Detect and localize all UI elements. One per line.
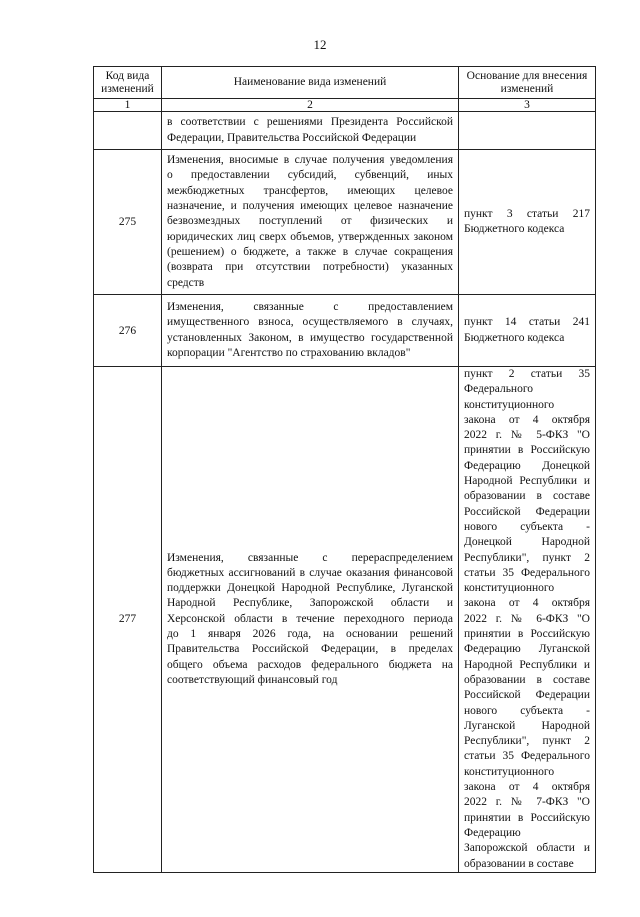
text-line: поддержки Донецкой Народной Республике, Луганской bbox=[167, 582, 453, 595]
text-line: конституционного bbox=[464, 765, 555, 778]
text-line: нового субъекта - bbox=[464, 704, 590, 717]
text-line: юридических лиц сверх объемов, утвержденных законом bbox=[167, 230, 453, 243]
table-row bbox=[94, 367, 596, 873]
text-line: Республики", пункт 2 bbox=[464, 735, 590, 748]
text-line: Донецкой Народной bbox=[464, 536, 590, 549]
text-line: Федерального bbox=[464, 383, 534, 396]
text-line: принятии в Российскую bbox=[464, 811, 590, 824]
text-line: общего объема расходов федерального бюджета на bbox=[167, 658, 453, 671]
text-line: Изменения, вносимые в случае получения уведомления bbox=[167, 154, 453, 167]
text-line: закона от 4 октября bbox=[464, 597, 590, 610]
text-line: Федерацию bbox=[464, 826, 521, 839]
row-code: 276 bbox=[94, 295, 162, 367]
column-number: 2 bbox=[162, 99, 459, 112]
text-line: Российской Федерации bbox=[464, 505, 590, 518]
text-line: соответствующий финансовый год bbox=[167, 673, 338, 686]
text-line: межбюджетных трансфертов, имеющих целевое bbox=[167, 184, 453, 197]
text-line: Республики", пункт 2 bbox=[464, 551, 590, 564]
row-basis bbox=[459, 150, 596, 295]
text-line: конституционного bbox=[464, 582, 555, 595]
text-line: Запорожской области и bbox=[464, 842, 590, 855]
column-number-row bbox=[94, 99, 596, 112]
text-line: принятии в Российскую bbox=[464, 444, 590, 457]
text-line: Изменения, связанные с перераспределением bbox=[167, 551, 453, 564]
header-basis: Основание для внесения изменений bbox=[459, 67, 596, 99]
column-number: 1 bbox=[94, 99, 162, 112]
row-code: 275 bbox=[94, 150, 162, 295]
text-line: до 1 января 2026 года, на основании решений bbox=[167, 628, 453, 641]
table-header-row bbox=[94, 67, 596, 99]
text-line: Народной Республики и bbox=[464, 475, 590, 488]
text-line: (возврата при отсутствии потребности) указанных bbox=[167, 261, 453, 274]
text-line: Правительства Российской Федерации, в пределах bbox=[167, 643, 453, 656]
text-line: средств bbox=[167, 276, 205, 289]
text-line: 2022 г. № 6-ФКЗ "О bbox=[464, 612, 590, 625]
text-line: о предоставлении субсидий, субвенций, иных bbox=[167, 169, 453, 182]
text-line: образовании в составе bbox=[464, 857, 574, 870]
row-name bbox=[162, 367, 459, 873]
text-line: установленных Законом, в имущество государственной bbox=[167, 331, 453, 344]
row-basis bbox=[459, 112, 596, 150]
table-row bbox=[94, 112, 596, 150]
text-line: Федерацию Луганской bbox=[464, 643, 590, 656]
text-line: Бюджетного кодекса bbox=[464, 331, 565, 344]
text-line: Херсонской области в течение переходного периода bbox=[167, 612, 453, 625]
header-name: Наименование вида изменений bbox=[162, 67, 459, 99]
text-line: (решением) о бюджете, а также в случае сокращения bbox=[167, 245, 453, 258]
text-line: безвозмездных поступлений от физических и bbox=[167, 215, 453, 228]
text-line: образовании в составе bbox=[464, 673, 590, 686]
text-line: имущественного взноса, осуществляемого в случаях, bbox=[167, 316, 453, 329]
text-line: нового субъекта - bbox=[464, 520, 590, 533]
text-line: в соответствии с решениями Президента Российской bbox=[167, 116, 453, 129]
text-line: Российской Федерации bbox=[464, 689, 590, 702]
text-line: образовании в составе bbox=[464, 490, 590, 503]
text-line: Народной Республики и bbox=[464, 658, 590, 671]
text-line: пункт 2 статьи 35 bbox=[464, 368, 590, 380]
text-line: пункт 3 статьи 217 bbox=[464, 207, 590, 220]
text-line: 2022 г. № 5-ФКЗ "О bbox=[464, 429, 590, 442]
row-basis bbox=[459, 367, 596, 873]
text-line: бюджетных ассигнований в случае оказания финансовой bbox=[167, 566, 453, 579]
text-line: принятии в Российскую bbox=[464, 628, 590, 641]
table-row bbox=[94, 150, 596, 295]
row-name bbox=[162, 150, 459, 295]
row-basis bbox=[459, 295, 596, 367]
text-line: закона от 4 октября bbox=[464, 413, 590, 426]
text-line: конституционного bbox=[464, 398, 555, 411]
text-line: закона от 4 октября bbox=[464, 781, 590, 794]
text-line: Луганской Народной bbox=[464, 719, 590, 732]
text-line: пункт 14 статьи 241 bbox=[464, 316, 590, 329]
text-line: Бюджетного кодекса bbox=[464, 223, 565, 235]
text-line: статьи 35 Федерального bbox=[464, 750, 590, 763]
text-line: Народной Республике, Запорожской области и bbox=[167, 597, 453, 610]
row-name bbox=[162, 112, 459, 150]
row-code bbox=[94, 112, 162, 150]
page-number: 12 bbox=[313, 37, 327, 52]
row-name bbox=[162, 295, 459, 367]
text-line: назначение, и получения имеющих целевое назначение bbox=[167, 200, 453, 213]
text-line: статьи 35 Федерального bbox=[464, 566, 590, 579]
column-number: 3 bbox=[459, 99, 596, 112]
text-line: Федерации, Правительства Российской Федерации bbox=[167, 131, 417, 144]
row-code: 277 bbox=[94, 367, 162, 873]
text-line: Изменения, связанные с предоставлением bbox=[167, 300, 453, 313]
text-line: корпорации "Агентство по страхованию вкладов" bbox=[167, 346, 411, 359]
table-row bbox=[94, 295, 596, 367]
text-line: 2022 г. № 7-ФКЗ "О bbox=[464, 796, 590, 809]
text-line: Федерацию Донецкой bbox=[464, 459, 590, 472]
changes-table bbox=[93, 66, 596, 873]
header-code: Код вида изменений bbox=[94, 67, 162, 99]
